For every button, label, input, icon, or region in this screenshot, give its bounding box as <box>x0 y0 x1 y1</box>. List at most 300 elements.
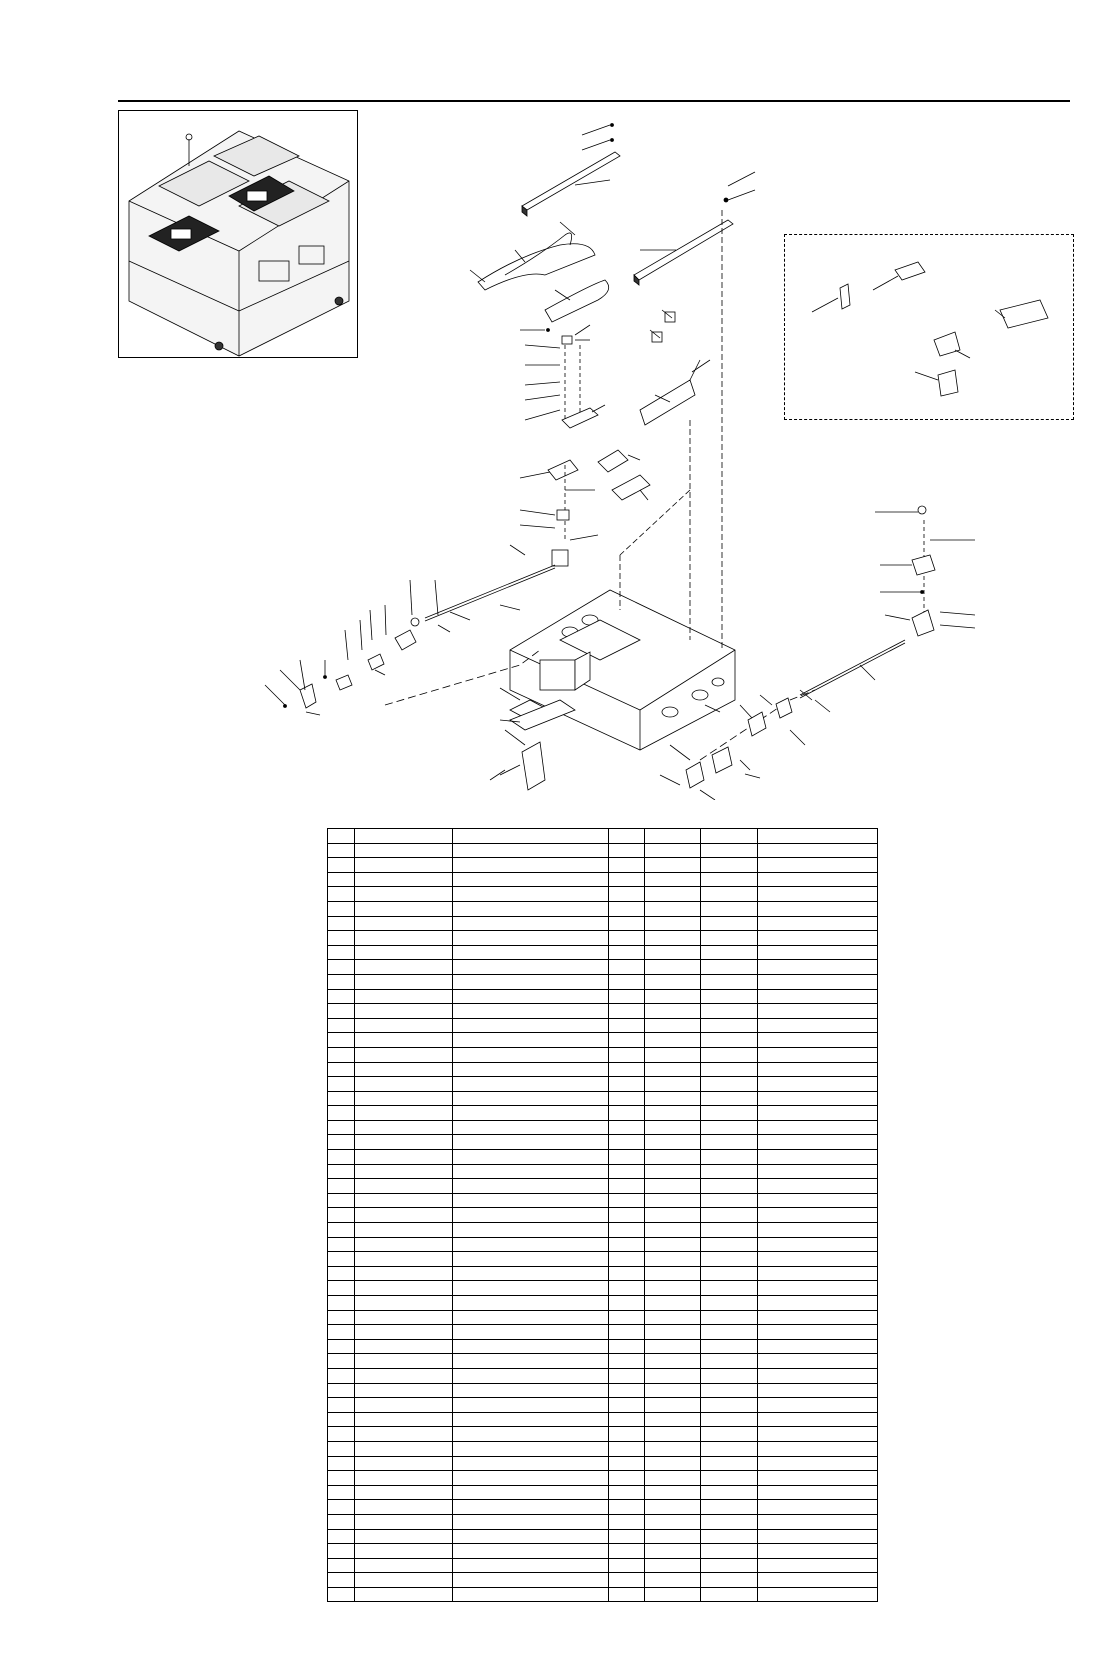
table-cell <box>701 1514 758 1529</box>
table-cell <box>701 1033 758 1048</box>
table-cell <box>645 945 701 960</box>
table-cell <box>758 1368 878 1383</box>
table-cell <box>453 989 609 1004</box>
table-cell <box>645 1062 701 1077</box>
table-cell <box>645 1018 701 1033</box>
table-cell <box>758 843 878 858</box>
table-row <box>328 1179 878 1194</box>
table-cell <box>609 1047 645 1062</box>
table-cell <box>355 1047 453 1062</box>
table-cell <box>701 1529 758 1544</box>
table-cell <box>328 829 355 844</box>
table-cell <box>328 1354 355 1369</box>
table-cell <box>328 1047 355 1062</box>
table-cell <box>328 1544 355 1559</box>
table-row <box>328 1587 878 1602</box>
table-cell <box>645 1558 701 1573</box>
table-cell <box>355 1237 453 1252</box>
table-cell <box>328 1310 355 1325</box>
table-cell <box>701 1325 758 1340</box>
table-cell <box>758 829 878 844</box>
table-cell <box>328 1558 355 1573</box>
table-cell <box>609 1471 645 1486</box>
table-cell <box>328 1296 355 1311</box>
table-cell <box>453 1339 609 1354</box>
table-cell <box>609 945 645 960</box>
table-cell <box>609 858 645 873</box>
table-cell <box>355 1587 453 1602</box>
table-cell <box>609 1368 645 1383</box>
table-cell <box>355 974 453 989</box>
table-cell <box>645 872 701 887</box>
table-cell <box>328 1412 355 1427</box>
table-cell <box>453 1266 609 1281</box>
table-cell <box>758 1252 878 1267</box>
table-cell <box>355 1339 453 1354</box>
table-cell <box>355 1456 453 1471</box>
table-cell <box>758 1004 878 1019</box>
table-cell <box>758 1398 878 1413</box>
table-cell <box>701 1237 758 1252</box>
table-cell <box>328 901 355 916</box>
table-cell <box>609 1573 645 1588</box>
table-cell <box>645 1004 701 1019</box>
table-cell <box>328 989 355 1004</box>
table-cell <box>609 843 645 858</box>
table-cell <box>355 1150 453 1165</box>
table-cell <box>609 1062 645 1077</box>
table-cell <box>758 1266 878 1281</box>
table-cell <box>328 1252 355 1267</box>
table-cell <box>328 1033 355 1048</box>
table-cell <box>355 1500 453 1515</box>
table-cell <box>328 916 355 931</box>
table-cell <box>645 1077 701 1092</box>
table-cell <box>758 858 878 873</box>
table-cell <box>328 1383 355 1398</box>
table-cell <box>701 1441 758 1456</box>
table-cell <box>355 901 453 916</box>
table-cell <box>609 1018 645 1033</box>
table-row <box>328 1471 878 1486</box>
table-cell <box>701 1062 758 1077</box>
table-cell <box>328 858 355 873</box>
table-cell <box>355 1281 453 1296</box>
table-row <box>328 1077 878 1092</box>
table-cell <box>758 1047 878 1062</box>
table-row <box>328 989 878 1004</box>
table-row <box>328 1281 878 1296</box>
table-cell <box>758 1135 878 1150</box>
table-cell <box>645 1398 701 1413</box>
table-cell <box>453 1120 609 1135</box>
table-cell <box>328 1062 355 1077</box>
table-cell <box>609 901 645 916</box>
table-cell <box>355 887 453 902</box>
table-cell <box>701 1266 758 1281</box>
table-cell <box>645 1047 701 1062</box>
table-cell <box>453 1514 609 1529</box>
table-cell <box>609 1354 645 1369</box>
table-cell <box>645 1354 701 1369</box>
table-cell <box>453 1441 609 1456</box>
table-cell <box>328 1573 355 1588</box>
table-cell <box>453 1018 609 1033</box>
table-cell <box>758 1514 878 1529</box>
table-cell <box>701 1558 758 1573</box>
table-cell <box>645 1193 701 1208</box>
table-cell <box>758 1223 878 1238</box>
table-row <box>328 960 878 975</box>
table-cell <box>328 1150 355 1165</box>
table-cell <box>758 1471 878 1486</box>
table-cell <box>453 1500 609 1515</box>
table-cell <box>453 945 609 960</box>
table-cell <box>355 1135 453 1150</box>
table-cell <box>701 872 758 887</box>
table-cell <box>609 887 645 902</box>
table-cell <box>355 858 453 873</box>
table-cell <box>701 1164 758 1179</box>
table-cell <box>758 960 878 975</box>
table-cell <box>355 1573 453 1588</box>
table-cell <box>701 1106 758 1121</box>
table-cell <box>758 1529 878 1544</box>
table-cell <box>645 1587 701 1602</box>
table-cell <box>355 1004 453 1019</box>
table-row <box>328 1354 878 1369</box>
table-row <box>328 1456 878 1471</box>
table-cell <box>758 872 878 887</box>
table-cell <box>645 1529 701 1544</box>
table-row <box>328 1120 878 1135</box>
table-cell <box>609 1193 645 1208</box>
table-cell <box>701 843 758 858</box>
table-cell <box>355 1164 453 1179</box>
table-cell <box>328 887 355 902</box>
table-cell <box>609 829 645 844</box>
table-cell <box>609 1281 645 1296</box>
table-cell <box>609 1120 645 1135</box>
table-cell <box>645 1456 701 1471</box>
table-cell <box>453 1033 609 1048</box>
table-cell <box>328 843 355 858</box>
table-cell <box>328 1441 355 1456</box>
table-cell <box>645 1091 701 1106</box>
table-cell <box>645 1164 701 1179</box>
table-row <box>328 1398 878 1413</box>
table-cell <box>453 1456 609 1471</box>
table-cell <box>453 1179 609 1194</box>
table-cell <box>701 974 758 989</box>
table-cell <box>701 1179 758 1194</box>
table-cell <box>645 1106 701 1121</box>
table-cell <box>645 1310 701 1325</box>
table-cell <box>355 1033 453 1048</box>
table-cell <box>701 1018 758 1033</box>
table-cell <box>453 1208 609 1223</box>
table-cell <box>701 1208 758 1223</box>
table-row <box>328 1339 878 1354</box>
table-cell <box>609 1033 645 1048</box>
table-cell <box>758 1091 878 1106</box>
table-cell <box>645 931 701 946</box>
table-cell <box>453 1412 609 1427</box>
table-cell <box>453 1164 609 1179</box>
table-cell <box>758 931 878 946</box>
table-cell <box>453 1135 609 1150</box>
table-cell <box>758 1354 878 1369</box>
table-cell <box>645 1223 701 1238</box>
table-row <box>328 1150 878 1165</box>
table-cell <box>758 1018 878 1033</box>
table-cell <box>701 916 758 931</box>
table-cell <box>758 1383 878 1398</box>
table-cell <box>701 989 758 1004</box>
table-cell <box>328 1237 355 1252</box>
table-cell <box>645 1412 701 1427</box>
table-cell <box>609 1223 645 1238</box>
table-cell <box>758 1062 878 1077</box>
table-cell <box>355 1266 453 1281</box>
table-cell <box>328 1193 355 1208</box>
table-row <box>328 1310 878 1325</box>
table-row <box>328 1427 878 1442</box>
table-cell <box>355 960 453 975</box>
table-cell <box>758 1281 878 1296</box>
table-cell <box>355 1208 453 1223</box>
table-row <box>328 1266 878 1281</box>
table-cell <box>701 1500 758 1515</box>
table-cell <box>645 1120 701 1135</box>
table-cell <box>645 1427 701 1442</box>
table-cell <box>609 1529 645 1544</box>
table-row <box>328 1529 878 1544</box>
table-cell <box>453 1106 609 1121</box>
table-cell <box>645 829 701 844</box>
table-cell <box>758 901 878 916</box>
table-cell <box>453 1325 609 1340</box>
table-row <box>328 1223 878 1238</box>
table-cell <box>355 1252 453 1267</box>
table-cell <box>328 931 355 946</box>
table-cell <box>609 1441 645 1456</box>
table-cell <box>609 1164 645 1179</box>
exploded-assembly-drawing <box>0 0 1097 800</box>
table-cell <box>609 1208 645 1223</box>
table-cell <box>758 1164 878 1179</box>
table-cell <box>328 1164 355 1179</box>
table-cell <box>701 1354 758 1369</box>
table-cell <box>609 1544 645 1559</box>
table-cell <box>701 1004 758 1019</box>
table-row <box>328 1252 878 1267</box>
table-cell <box>355 1427 453 1442</box>
table-cell <box>701 1398 758 1413</box>
table-cell <box>609 1310 645 1325</box>
table-cell <box>355 1179 453 1194</box>
table-cell <box>453 1427 609 1442</box>
table-cell <box>355 872 453 887</box>
table-cell <box>701 1485 758 1500</box>
table-cell <box>645 1514 701 1529</box>
table-cell <box>645 1150 701 1165</box>
table-cell <box>701 1310 758 1325</box>
table-cell <box>355 931 453 946</box>
table-cell <box>758 1412 878 1427</box>
table-cell <box>355 1529 453 1544</box>
table-cell <box>609 1427 645 1442</box>
table-cell <box>328 1368 355 1383</box>
table-cell <box>758 1573 878 1588</box>
table-cell <box>453 1485 609 1500</box>
table-cell <box>328 1281 355 1296</box>
table-cell <box>328 1018 355 1033</box>
table-cell <box>701 887 758 902</box>
table-cell <box>453 1310 609 1325</box>
table-row <box>328 1573 878 1588</box>
table-cell <box>355 1383 453 1398</box>
table-row <box>328 1004 878 1019</box>
table-cell <box>758 1106 878 1121</box>
table-row <box>328 1544 878 1559</box>
table-row <box>328 1091 878 1106</box>
table-cell <box>701 1193 758 1208</box>
table-cell <box>355 1062 453 1077</box>
table-cell <box>609 872 645 887</box>
table-cell <box>328 960 355 975</box>
table-cell <box>453 1281 609 1296</box>
table-cell <box>328 1339 355 1354</box>
table-row <box>328 1485 878 1500</box>
table-cell <box>645 1296 701 1311</box>
table-cell <box>355 1485 453 1500</box>
table-cell <box>355 829 453 844</box>
table-cell <box>758 1296 878 1311</box>
table-row <box>328 1441 878 1456</box>
table-cell <box>758 1441 878 1456</box>
table-cell <box>355 989 453 1004</box>
table-cell <box>453 901 609 916</box>
table-cell <box>758 1077 878 1092</box>
table-cell <box>609 1456 645 1471</box>
table-cell <box>453 1354 609 1369</box>
table-cell <box>645 1325 701 1340</box>
table-cell <box>609 1091 645 1106</box>
table-cell <box>758 1033 878 1048</box>
table-cell <box>645 901 701 916</box>
table-cell <box>328 1325 355 1340</box>
table-cell <box>609 916 645 931</box>
table-cell <box>609 1266 645 1281</box>
table-cell <box>758 974 878 989</box>
table-cell <box>609 1587 645 1602</box>
table-row <box>328 1018 878 1033</box>
table-cell <box>453 1368 609 1383</box>
table-cell <box>609 1077 645 1092</box>
table-cell <box>701 960 758 975</box>
table-cell <box>758 1456 878 1471</box>
table-cell <box>609 1485 645 1500</box>
table-cell <box>701 829 758 844</box>
table-cell <box>453 1383 609 1398</box>
table-cell <box>701 1427 758 1442</box>
table-cell <box>355 1398 453 1413</box>
table-cell <box>701 945 758 960</box>
table-row <box>328 829 878 844</box>
table-cell <box>328 1120 355 1135</box>
table-cell <box>355 1193 453 1208</box>
table-cell <box>355 1471 453 1486</box>
table-cell <box>355 1412 453 1427</box>
table-cell <box>645 960 701 975</box>
table-cell <box>609 1004 645 1019</box>
table-cell <box>645 1368 701 1383</box>
table-cell <box>355 1077 453 1092</box>
table-cell <box>355 1558 453 1573</box>
table-cell <box>645 1500 701 1515</box>
table-cell <box>758 887 878 902</box>
table-cell <box>328 1208 355 1223</box>
table-cell <box>453 1252 609 1267</box>
table-cell <box>645 974 701 989</box>
table-cell <box>355 1354 453 1369</box>
table-cell <box>609 1412 645 1427</box>
table-cell <box>609 1339 645 1354</box>
table-row <box>328 1135 878 1150</box>
table-cell <box>701 1120 758 1135</box>
table-row <box>328 916 878 931</box>
table-cell <box>701 1383 758 1398</box>
table-row <box>328 858 878 873</box>
parts-list-body <box>328 829 878 1602</box>
table-row <box>328 843 878 858</box>
table-cell <box>453 960 609 975</box>
table-row <box>328 1383 878 1398</box>
table-cell <box>355 916 453 931</box>
table-cell <box>609 1383 645 1398</box>
table-cell <box>701 1135 758 1150</box>
table-row <box>328 1106 878 1121</box>
table-cell <box>328 945 355 960</box>
table-cell <box>328 1266 355 1281</box>
table-cell <box>758 1325 878 1340</box>
table-cell <box>645 1033 701 1048</box>
table-cell <box>701 1252 758 1267</box>
table-row <box>328 1208 878 1223</box>
table-cell <box>758 1208 878 1223</box>
table-cell <box>701 1587 758 1602</box>
table-cell <box>453 1193 609 1208</box>
table-cell <box>645 843 701 858</box>
table-cell <box>328 1529 355 1544</box>
table-cell <box>609 1558 645 1573</box>
table-row <box>328 887 878 902</box>
table-cell <box>328 1485 355 1500</box>
table-cell <box>758 1339 878 1354</box>
table-cell <box>758 1237 878 1252</box>
table-cell <box>328 1471 355 1486</box>
table-row <box>328 1237 878 1252</box>
table-cell <box>758 1500 878 1515</box>
table-cell <box>328 872 355 887</box>
table-cell <box>355 1368 453 1383</box>
table-cell <box>645 989 701 1004</box>
table-row <box>328 1193 878 1208</box>
table-cell <box>701 1091 758 1106</box>
table-cell <box>645 1544 701 1559</box>
table-cell <box>453 1062 609 1077</box>
